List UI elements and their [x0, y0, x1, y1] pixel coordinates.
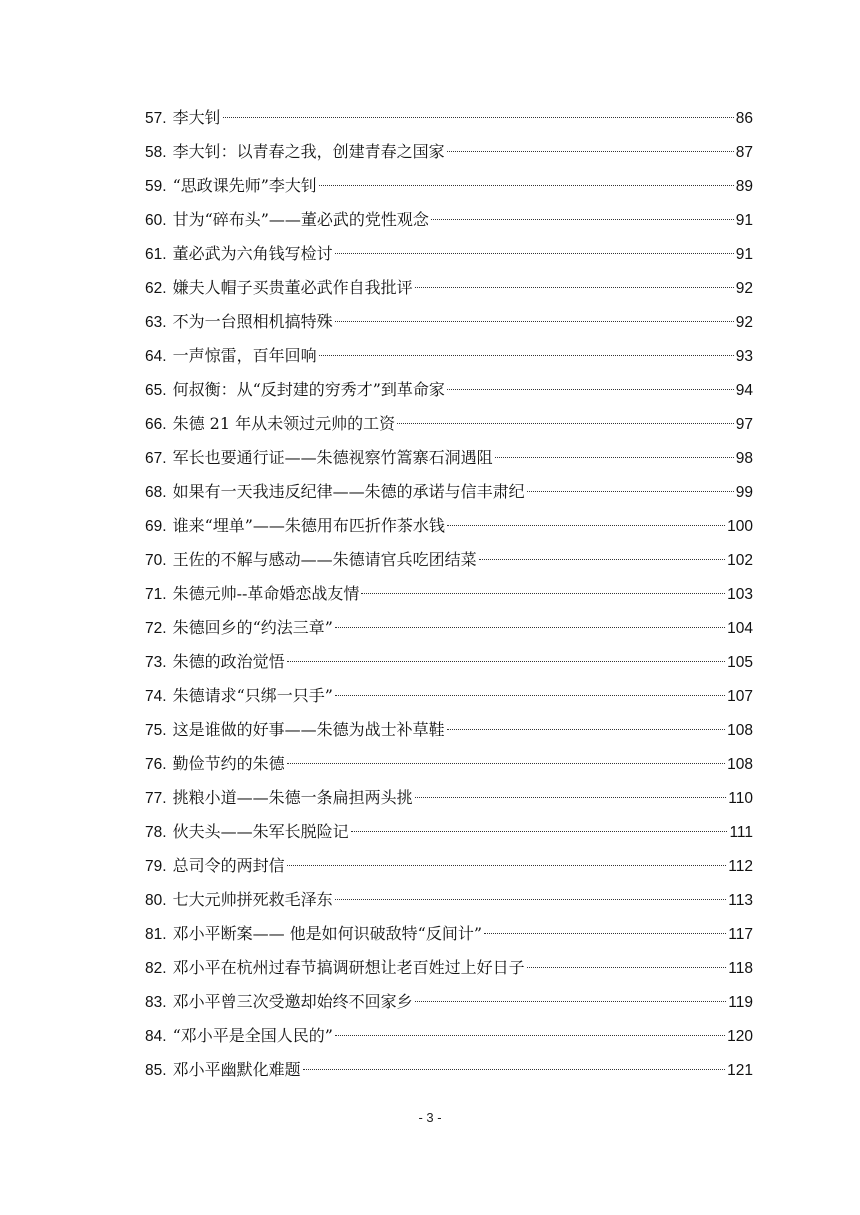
toc-entry-number: 69. [145, 518, 167, 535]
toc-entry[interactable] [145, 101, 753, 135]
toc-entry-title: 勤俭节约的朱德 [172, 754, 285, 773]
toc-entry-title: 一声惊雷，百年回响 [172, 346, 317, 365]
toc-entry-title: 董必武为六角钱写检讨 [172, 244, 333, 263]
toc-dot-leader [415, 1001, 727, 1002]
toc-dot-leader [319, 355, 734, 356]
toc-entry-page: 93 [735, 348, 753, 365]
toc-entry-number: 66. [145, 416, 167, 433]
toc-entry-page: 89 [735, 178, 753, 195]
toc-entry-number: 60. [145, 212, 167, 229]
toc-entry[interactable] [145, 169, 753, 203]
toc-entry-page: 107 [727, 688, 753, 705]
toc-entry[interactable] [145, 203, 753, 237]
toc-entry[interactable] [145, 407, 753, 441]
toc-entry-number: 74. [145, 688, 167, 705]
toc-dot-leader [447, 389, 734, 390]
toc-entry-number: 79. [145, 858, 167, 875]
toc-entry-title: “思政课先师”李大钊 [172, 176, 317, 195]
toc-entry-title: 朱德 21 年从未领过元帅的工资 [172, 414, 396, 433]
toc-entry[interactable] [145, 917, 753, 951]
toc-entry-page: 94 [735, 382, 753, 399]
toc-entry-number: 73. [145, 654, 167, 671]
toc-entry-number: 67. [145, 450, 167, 467]
toc-entry-page: 117 [728, 926, 753, 943]
toc-entry-page: 92 [735, 314, 753, 331]
toc-entry[interactable] [145, 645, 753, 679]
toc-entry-page: 91 [735, 212, 753, 229]
toc-dot-leader [287, 763, 726, 764]
toc-dot-leader [397, 423, 734, 424]
toc-entry-title: 李大钊：以青春之我，创建青春之国家 [172, 142, 445, 161]
toc-dot-leader [335, 627, 725, 628]
toc-entry-page: 97 [735, 416, 753, 433]
toc-dot-leader [495, 457, 734, 458]
toc-entry-title: 如果有一天我违反纪律——朱德的承诺与信丰肃纪 [172, 482, 525, 501]
toc-entry-number: 63. [145, 314, 167, 331]
toc-entry[interactable] [145, 509, 753, 543]
toc-entry-number: 84. [145, 1028, 167, 1045]
toc-dot-leader [415, 287, 734, 288]
toc-entry-number: 77. [145, 790, 167, 807]
toc-entry-number: 68. [145, 484, 167, 501]
toc-entry[interactable] [145, 951, 753, 985]
toc-entry-title: 王佐的不解与感动——朱德请官兵吃团结菜 [172, 550, 477, 569]
toc-entry-number: 82. [145, 960, 167, 977]
toc-entry-page: 98 [735, 450, 753, 467]
toc-entry-page: 100 [727, 518, 753, 535]
toc-entry[interactable] [145, 679, 753, 713]
page-number: - 3 - [418, 1110, 442, 1125]
toc-dot-leader [287, 661, 726, 662]
toc-dot-leader [527, 967, 727, 968]
toc-entry-title: 嫌夫人帽子买贵董必武作自我批评 [172, 278, 413, 297]
toc-entry-page: 108 [727, 756, 753, 773]
toc-entry-page: 121 [727, 1062, 753, 1079]
toc-dot-leader [447, 729, 726, 730]
toc-entry-number: 81. [145, 926, 167, 943]
toc-entry-title: 朱德回乡的“约法三章” [172, 618, 333, 637]
toc-entry-title: 甘为“碎布头”——董必武的党性观念 [172, 210, 429, 229]
toc-entry[interactable] [145, 577, 753, 611]
toc-entry-page: 103 [727, 586, 753, 603]
toc-entry[interactable] [145, 475, 753, 509]
toc-entry[interactable] [145, 373, 753, 407]
toc-entry-title: 邓小平曾三次受邀却始终不回家乡 [172, 992, 413, 1011]
toc-entry-number: 59. [145, 178, 167, 195]
toc-entry-page: 111 [729, 824, 753, 841]
toc-entry-title: 不为一台照相机搞特殊 [172, 312, 333, 331]
toc-entry[interactable] [145, 713, 753, 747]
toc-entry-page: 104 [727, 620, 753, 637]
toc-entry-title: 邓小平断案—— 他是如何识破敌特“反间计” [172, 924, 483, 943]
toc-dot-leader [335, 899, 727, 900]
toc-entry[interactable] [145, 781, 753, 815]
toc-dot-leader [361, 593, 725, 594]
table-of-contents [145, 101, 753, 1087]
toc-entry-page: 108 [727, 722, 753, 739]
toc-entry-number: 61. [145, 246, 167, 263]
toc-entry-number: 64. [145, 348, 167, 365]
toc-entry[interactable] [145, 305, 753, 339]
toc-entry-title: 总司令的两封信 [172, 856, 285, 875]
toc-entry-title: 李大钊 [172, 108, 221, 127]
toc-entry-number: 58. [145, 144, 167, 161]
toc-entry[interactable] [145, 237, 753, 271]
toc-dot-leader [447, 151, 734, 152]
toc-entry-number: 71. [145, 586, 167, 603]
toc-dot-leader [335, 253, 734, 254]
toc-entry-title: 朱德的政治觉悟 [172, 652, 285, 671]
toc-entry-number: 70. [145, 552, 167, 569]
toc-entry[interactable] [145, 1019, 753, 1053]
toc-entry-title: 军长也要通行证——朱德视察竹篙寨石洞遇阻 [172, 448, 493, 467]
toc-entry-number: 85. [145, 1062, 167, 1079]
toc-entry[interactable] [145, 849, 753, 883]
toc-entry[interactable] [145, 1053, 753, 1087]
toc-entry[interactable] [145, 985, 753, 1019]
toc-entry-page: 113 [728, 892, 753, 909]
toc-entry-title: 这是谁做的好事——朱德为战士补草鞋 [172, 720, 445, 739]
toc-entry-page: 99 [735, 484, 753, 501]
toc-entry-page: 120 [727, 1028, 753, 1045]
toc-dot-leader [335, 1035, 725, 1036]
toc-entry[interactable] [145, 815, 753, 849]
toc-entry-title: “邓小平是全国人民的” [172, 1026, 333, 1045]
toc-dot-leader [479, 559, 726, 560]
toc-entry-title: 朱德请求“只绑一只手” [172, 686, 333, 705]
toc-dot-leader [415, 797, 727, 798]
toc-entry-page: 112 [728, 858, 753, 875]
toc-entry-title: 朱德元帅--革命婚恋战友情 [172, 584, 360, 603]
toc-entry-page: 102 [727, 552, 753, 569]
toc-dot-leader [223, 117, 734, 118]
toc-dot-leader [287, 865, 727, 866]
toc-entry-page: 110 [728, 790, 753, 807]
toc-entry[interactable] [145, 611, 753, 645]
toc-dot-leader [484, 933, 726, 934]
toc-entry-number: 76. [145, 756, 167, 773]
toc-entry-page: 87 [735, 144, 753, 161]
toc-dot-leader [319, 185, 734, 186]
toc-entry-page: 119 [728, 994, 753, 1011]
toc-entry-number: 80. [145, 892, 167, 909]
toc-entry-page: 86 [735, 110, 753, 127]
toc-entry[interactable] [145, 135, 753, 169]
toc-entry-page: 118 [728, 960, 753, 977]
toc-entry-title: 谁来“埋单”——朱德用布匹折作茶水钱 [172, 516, 445, 535]
toc-entry-title: 何叔衡：从“反封建的穷秀才”到革命家 [172, 380, 445, 399]
toc-dot-leader [527, 491, 734, 492]
toc-entry-number: 57. [145, 110, 167, 127]
toc-entry-title: 七大元帅拼死救毛泽东 [172, 890, 333, 909]
toc-dot-leader [431, 219, 734, 220]
toc-entry[interactable] [145, 271, 753, 305]
toc-entry-title: 挑粮小道——朱德一条扁担两头挑 [172, 788, 413, 807]
toc-entry-number: 78. [145, 824, 167, 841]
toc-dot-leader [447, 525, 725, 526]
toc-dot-leader [335, 321, 734, 322]
toc-dot-leader [351, 831, 728, 832]
toc-entry-number: 62. [145, 280, 167, 297]
toc-entry-title: 邓小平在杭州过春节搞调研想让老百姓过上好日子 [172, 958, 525, 977]
toc-entry-number: 72. [145, 620, 167, 637]
toc-entry-page: 105 [727, 654, 753, 671]
toc-entry-number: 75. [145, 722, 167, 739]
toc-entry[interactable] [145, 441, 753, 475]
toc-dot-leader [335, 695, 725, 696]
toc-entry[interactable] [145, 543, 753, 577]
toc-entry-title: 邓小平幽默化难题 [172, 1060, 301, 1079]
toc-entry[interactable] [145, 747, 753, 781]
toc-entry-number: 83. [145, 994, 167, 1011]
toc-entry[interactable] [145, 883, 753, 917]
toc-entry-page: 91 [735, 246, 753, 263]
toc-entry-title: 伙夫头——朱军长脱险记 [172, 822, 349, 841]
toc-entry-number: 65. [145, 382, 167, 399]
toc-entry-page: 92 [735, 280, 753, 297]
toc-entry[interactable] [145, 339, 753, 373]
toc-dot-leader [303, 1069, 726, 1070]
